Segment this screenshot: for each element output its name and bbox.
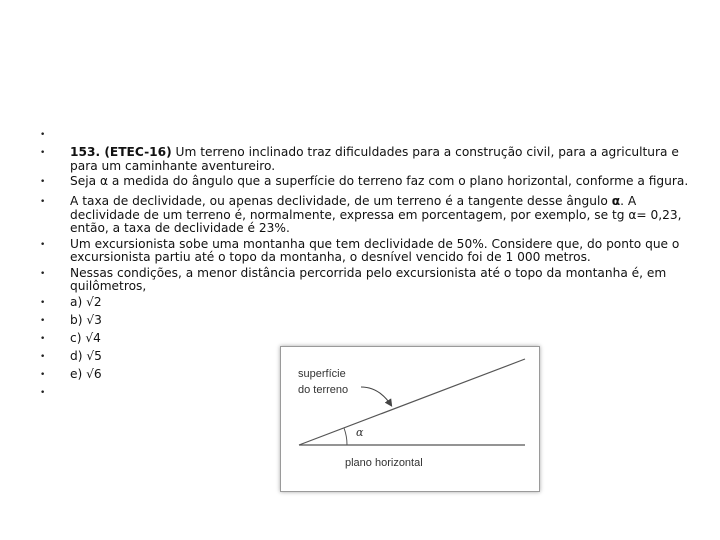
option-label: d) √5 xyxy=(70,348,102,363)
bullet-icon: • xyxy=(40,268,46,279)
list-item-question-prompt xyxy=(40,267,690,294)
declivity-alpha: α xyxy=(611,194,621,208)
surface-label-line1: superfície xyxy=(298,368,346,380)
bullet-icon: • xyxy=(40,239,46,250)
option-a xyxy=(40,296,690,314)
list-item-empty-top xyxy=(40,128,690,146)
question-prompt-text: Nessas condições, a menor distância percorrida pelo excursionista até o topo da montanha é, em quilômetros, xyxy=(70,265,667,293)
pointer-arrow xyxy=(361,387,391,405)
angle-arc xyxy=(344,428,347,445)
bullet-icon: • xyxy=(40,351,46,362)
option-b xyxy=(40,314,690,332)
option-label: b) √3 xyxy=(70,312,102,327)
bullet-icon: • xyxy=(40,130,46,140)
surface-label-line2: do terreno xyxy=(298,384,349,396)
declivity-text-part1: A taxa de declividade, ou apenas declividade, de um terreno é a tangente desse ângulo xyxy=(70,194,612,208)
option-label: a) √2 xyxy=(70,294,102,309)
list-item-hiker xyxy=(40,238,690,265)
list-item-angle-definition xyxy=(40,175,690,193)
angle-label: α xyxy=(356,426,364,439)
option-label: c) √4 xyxy=(70,330,101,345)
option-label: e) √6 xyxy=(70,366,102,381)
bullet-icon: • xyxy=(40,387,46,398)
bullet-icon: • xyxy=(40,177,46,187)
bullet-icon: • xyxy=(40,148,46,158)
horizontal-plane-label: plano horizontal xyxy=(345,457,423,469)
bullet-icon: • xyxy=(40,297,46,308)
hiker-text: Um excursionista sobe uma montanha que tem declividade de 50%. Considere que, do ponto que o excursionista partiu até o topo da montanha, o desnível vencido foi de 1 000 metros. xyxy=(70,236,680,264)
question-intro: Um terreno inclinado traz dificuldades para a construção civil, para a agricultura e para um caminhante aventureiro. xyxy=(70,145,679,173)
question-number: 153. (ETEC-16) xyxy=(70,145,172,159)
slope-figure xyxy=(280,346,540,492)
list-item-question-intro xyxy=(40,146,690,173)
bullet-icon: • xyxy=(40,197,46,207)
bullet-icon: • xyxy=(40,369,46,380)
list-item-declivity-definition xyxy=(40,195,690,236)
bullet-icon: • xyxy=(40,333,46,344)
declivity-text-part2: . A declividade de um terreno é, normalmente, expressa em porcentagem, por exemplo, se tg α= 0,23, então, a taxa de declividade é 23%. xyxy=(70,194,682,235)
bullet-icon: • xyxy=(40,315,46,326)
angle-definition-text: Seja α a medida do ângulo que a superfície do terreno faz com o plano horizontal, conforme a figura. xyxy=(70,174,689,188)
